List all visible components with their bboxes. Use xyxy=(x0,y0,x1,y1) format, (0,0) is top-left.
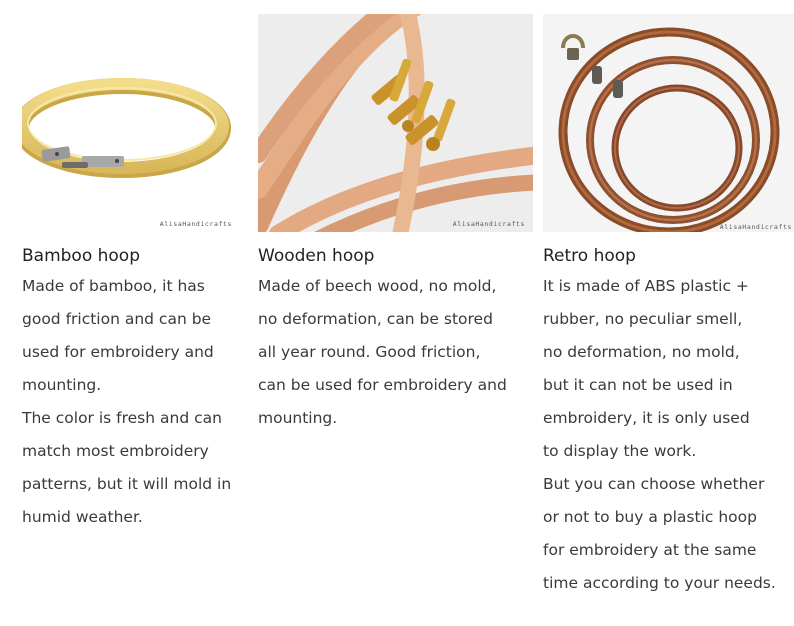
product-card-retro xyxy=(543,0,794,600)
product-title: Wooden hoop xyxy=(258,246,375,266)
description-line: but it can not be used in xyxy=(543,376,733,394)
description-line: mounting. xyxy=(258,409,338,427)
product-title: Bamboo hoop xyxy=(22,246,141,266)
description-line: Made of beech wood, no mold, xyxy=(258,277,497,295)
product-description xyxy=(22,270,250,534)
watermark-text: AlisaHandicrafts xyxy=(159,220,232,228)
description-line: match most embroidery xyxy=(22,442,209,460)
description-line: mounting. xyxy=(22,376,102,394)
watermark-text: AlisaHandicrafts xyxy=(719,223,792,231)
wooden-hoop-image xyxy=(258,14,533,232)
product-title: Retro hoop xyxy=(543,246,636,266)
description-line: used for embroidery and xyxy=(22,343,214,361)
description-line: no deformation, can be stored xyxy=(258,310,493,328)
description-line: to display the work. xyxy=(543,442,697,460)
description-line: But you can choose whether xyxy=(543,475,765,493)
description-line: or not to buy a plastic hoop xyxy=(543,508,757,526)
product-card-bamboo xyxy=(22,0,250,534)
description-line: patterns, but it will mold in xyxy=(22,475,232,493)
watermark-text: AlisaHandicrafts xyxy=(452,220,525,228)
description-line: time according to your needs. xyxy=(543,574,776,592)
description-line: The color is fresh and can xyxy=(22,409,222,427)
retro-hoop-image xyxy=(543,14,794,232)
description-line: good friction and can be xyxy=(22,310,212,328)
description-line: Made of bamboo, it has xyxy=(22,277,205,295)
description-line: It is made of ABS plastic + xyxy=(543,277,749,295)
product-description xyxy=(258,270,538,435)
description-line: rubber, no peculiar smell, xyxy=(543,310,743,328)
product-description xyxy=(543,270,794,600)
description-line: humid weather. xyxy=(22,508,143,526)
description-line: for embroidery at the same xyxy=(543,541,757,559)
description-line: can be used for embroidery and xyxy=(258,376,507,394)
description-line: all year round. Good friction, xyxy=(258,343,481,361)
product-card-wooden xyxy=(258,0,538,435)
description-line: embroidery, it is only used xyxy=(543,409,750,427)
bamboo-hoop-image xyxy=(22,0,250,232)
description-line: no deformation, no mold, xyxy=(543,343,740,361)
